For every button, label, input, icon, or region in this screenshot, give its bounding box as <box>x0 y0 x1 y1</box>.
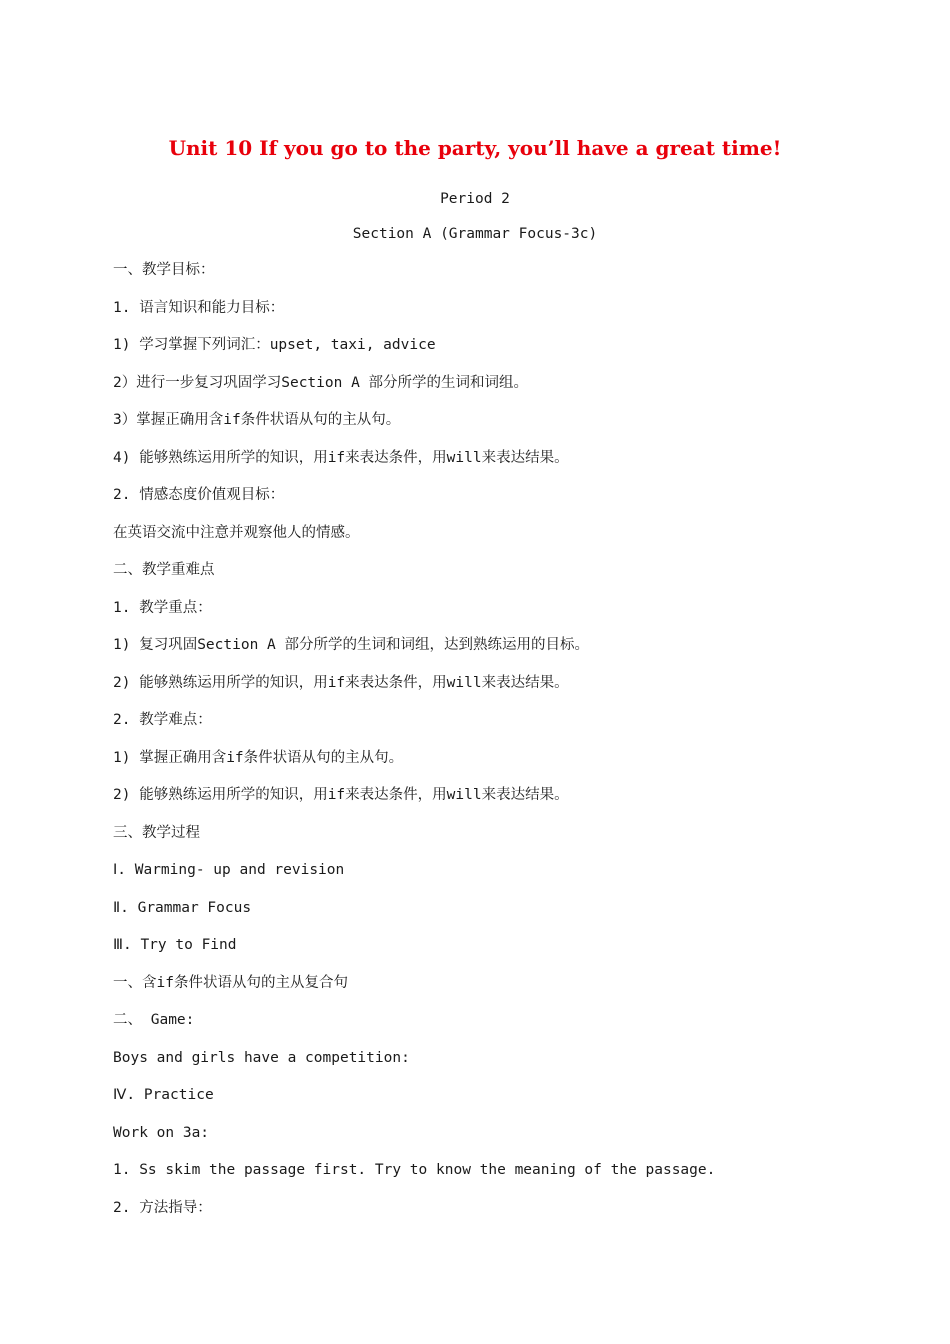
text-line: 1) 复习巩固Section A 部分所学的生词和词组，达到熟练运用的目标。 <box>113 637 589 653</box>
text-line: Ⅳ. Practice <box>113 1087 214 1103</box>
text-line: Boys and girls have a competition: <box>113 1049 410 1066</box>
text-line: 1. 语言知识和能力目标： <box>113 299 285 316</box>
text-line: 2) 能够熟练运用所学的知识，用if来表达条件，用will来表达结果。 <box>113 674 569 691</box>
text-line: 2) 能够熟练运用所学的知识，用if来表达条件，用will来表达结果。 <box>113 787 569 803</box>
text-line: 2. 方法指导： <box>113 1199 212 1216</box>
text-line: 2. 教学难点： <box>113 712 212 728</box>
section-label: Section A (Grammar Focus-3c) <box>352 226 598 242</box>
text-line: 1) 学习掌握下列词汇：upset, taxi, advice <box>113 337 436 353</box>
period-label: Period 2 <box>440 191 510 207</box>
text-line: 在英语交流中注意并观察他人的情感。 <box>113 524 360 541</box>
text-line: 4) 能够熟练运用所学的知识，用if来表达条件，用will来表达结果。 <box>113 449 569 466</box>
text-line: Ⅱ. Grammar Focus <box>113 899 252 916</box>
text-line: 1) 掌握正确用含if条件状语从句的主从句。 <box>113 749 404 766</box>
document-body <box>113 259 893 1234</box>
text-line: 2. 情感态度价值观目标： <box>113 487 285 503</box>
text-line: 2）进行一步复习巩固学习Section A 部分所学的生词和词组。 <box>113 374 529 391</box>
text-line: Ⅲ. Try to Find <box>113 937 237 953</box>
text-line: Work on 3a: <box>113 1124 210 1141</box>
text-line: Ⅰ. Warming- up and revision <box>113 862 345 878</box>
text-line: 二、 Game: <box>113 1012 195 1028</box>
heading-key-points: 二、教学重难点 <box>113 562 215 578</box>
heading-teaching-objectives: 一、教学目标： <box>113 262 215 278</box>
text-line: 一、含if条件状语从句的主从复合句 <box>113 974 348 991</box>
text-line: 1. 教学重点： <box>113 599 212 616</box>
text-line: 3）掌握正确用含if条件状语从句的主从句。 <box>113 412 401 428</box>
text-line: 1. Ss skim the passage first. Try to know the meaning of the passage. <box>113 1162 716 1178</box>
heading-teaching-process: 三、教学过程 <box>113 824 200 841</box>
document-title: Unit 10 If you go to the party, you’ll have a great time! <box>168 136 782 160</box>
